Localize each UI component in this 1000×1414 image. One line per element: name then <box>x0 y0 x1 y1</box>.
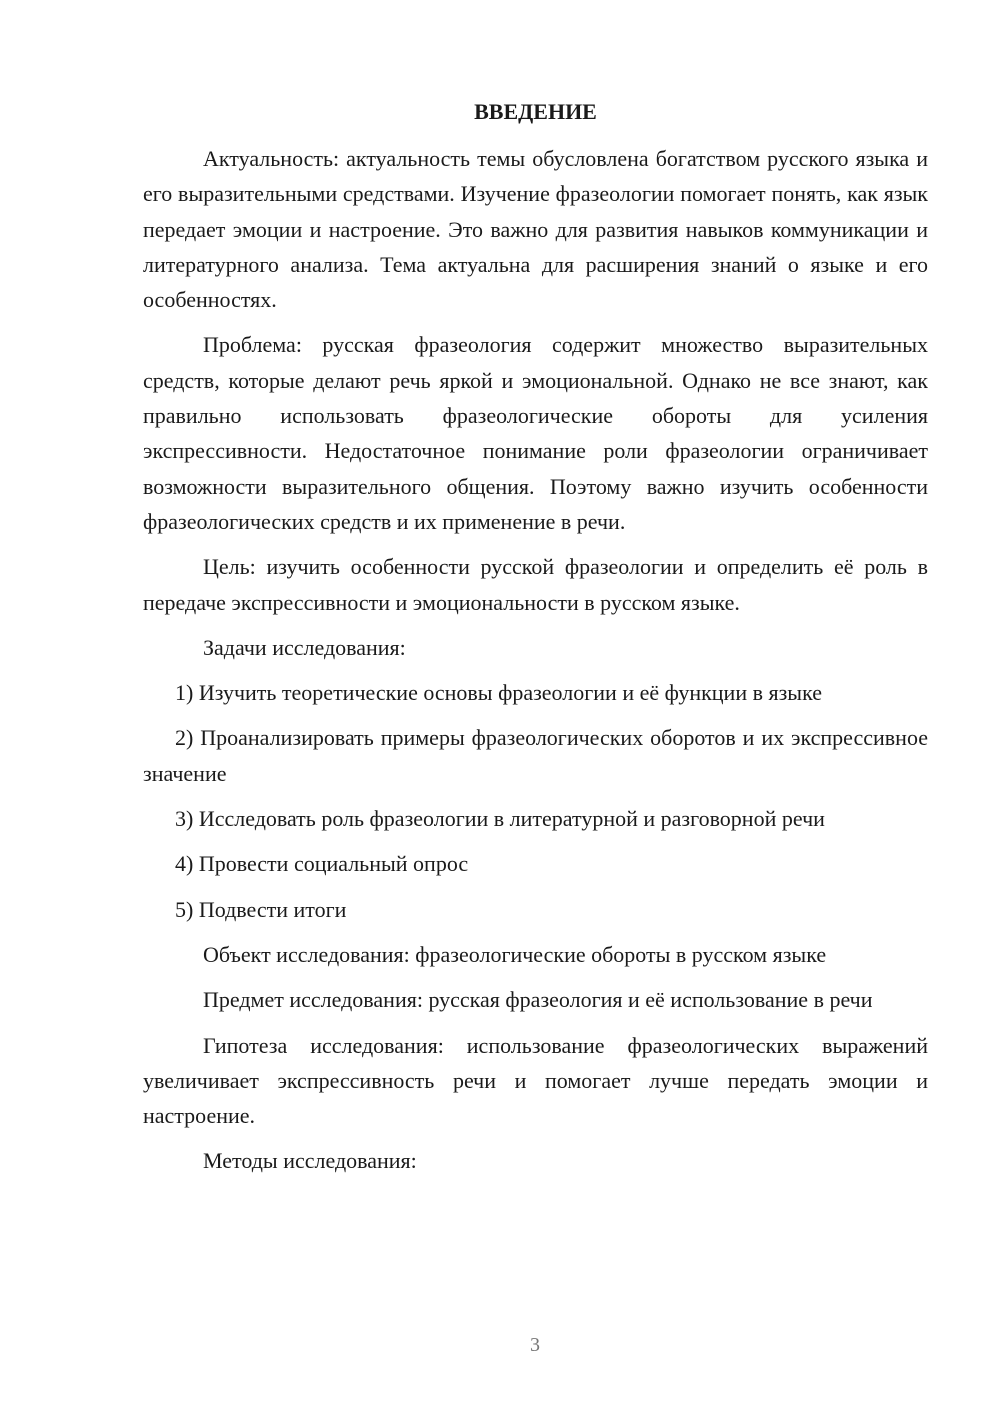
page-content <box>143 94 928 1189</box>
section-title: ВВЕДЕНИЕ <box>474 99 597 124</box>
hypothesis-paragraph: Гипотеза исследования: использование фразеологических выражений увеличивает экспрессивность речи и помогает лучше передать эмоции и настроение. <box>143 1032 928 1129</box>
subject-paragraph: Предмет исследования: русская фразеология и её использование в речи <box>203 987 873 1013</box>
methods-heading: Методы исследования: <box>203 1148 417 1174</box>
problem-paragraph: Проблема: русская фразеология содержит множество выразительных средств, которые делают речь яркой и эмоциональной. Однако не все знают, как правильно использовать фразеологические обороты для усиления экспрессивности. Недостаточное понимание роли фразеологии ограничивает возможности выразительного общения. Поэтому важно изучить особенности фразеологических средств и их применение в речи. <box>143 332 928 534</box>
relevance-paragraph: Актуальность: актуальность темы обусловлена богатством русского языка и его выразительными средствами. Изучение фразеологии помогает понять, как язык передает эмоции и настроение. Это важно для развития навыков коммуникации и литературного анализа. Тема актуальна для расширения знаний о языке и его особенностях. <box>143 146 928 313</box>
goal-paragraph: Цель: изучить особенности русской фразеологии и определить её роль в передаче экспрессивности и эмоциональности в русском языке. <box>143 554 928 615</box>
object-paragraph: Объект исследования: фразеологические обороты в русском языке <box>203 941 827 967</box>
task-item-4: 4) Провести социальный опрос <box>175 851 469 877</box>
page-number: 3 <box>530 1334 540 1356</box>
tasks-heading: Задачи исследования: <box>203 634 406 660</box>
task-item-3: 3) Исследовать роль фразеологии в литературной и разговорной речи <box>175 806 825 832</box>
task-item-5: 5) Подвести итоги <box>175 896 347 922</box>
task-item-1: 1) Изучить теоретические основы фразеологии и её функции в языке <box>175 680 822 706</box>
task-item-2: 2) Проанализировать примеры фразеологических оборотов и их экспрессивное значение <box>143 725 928 786</box>
